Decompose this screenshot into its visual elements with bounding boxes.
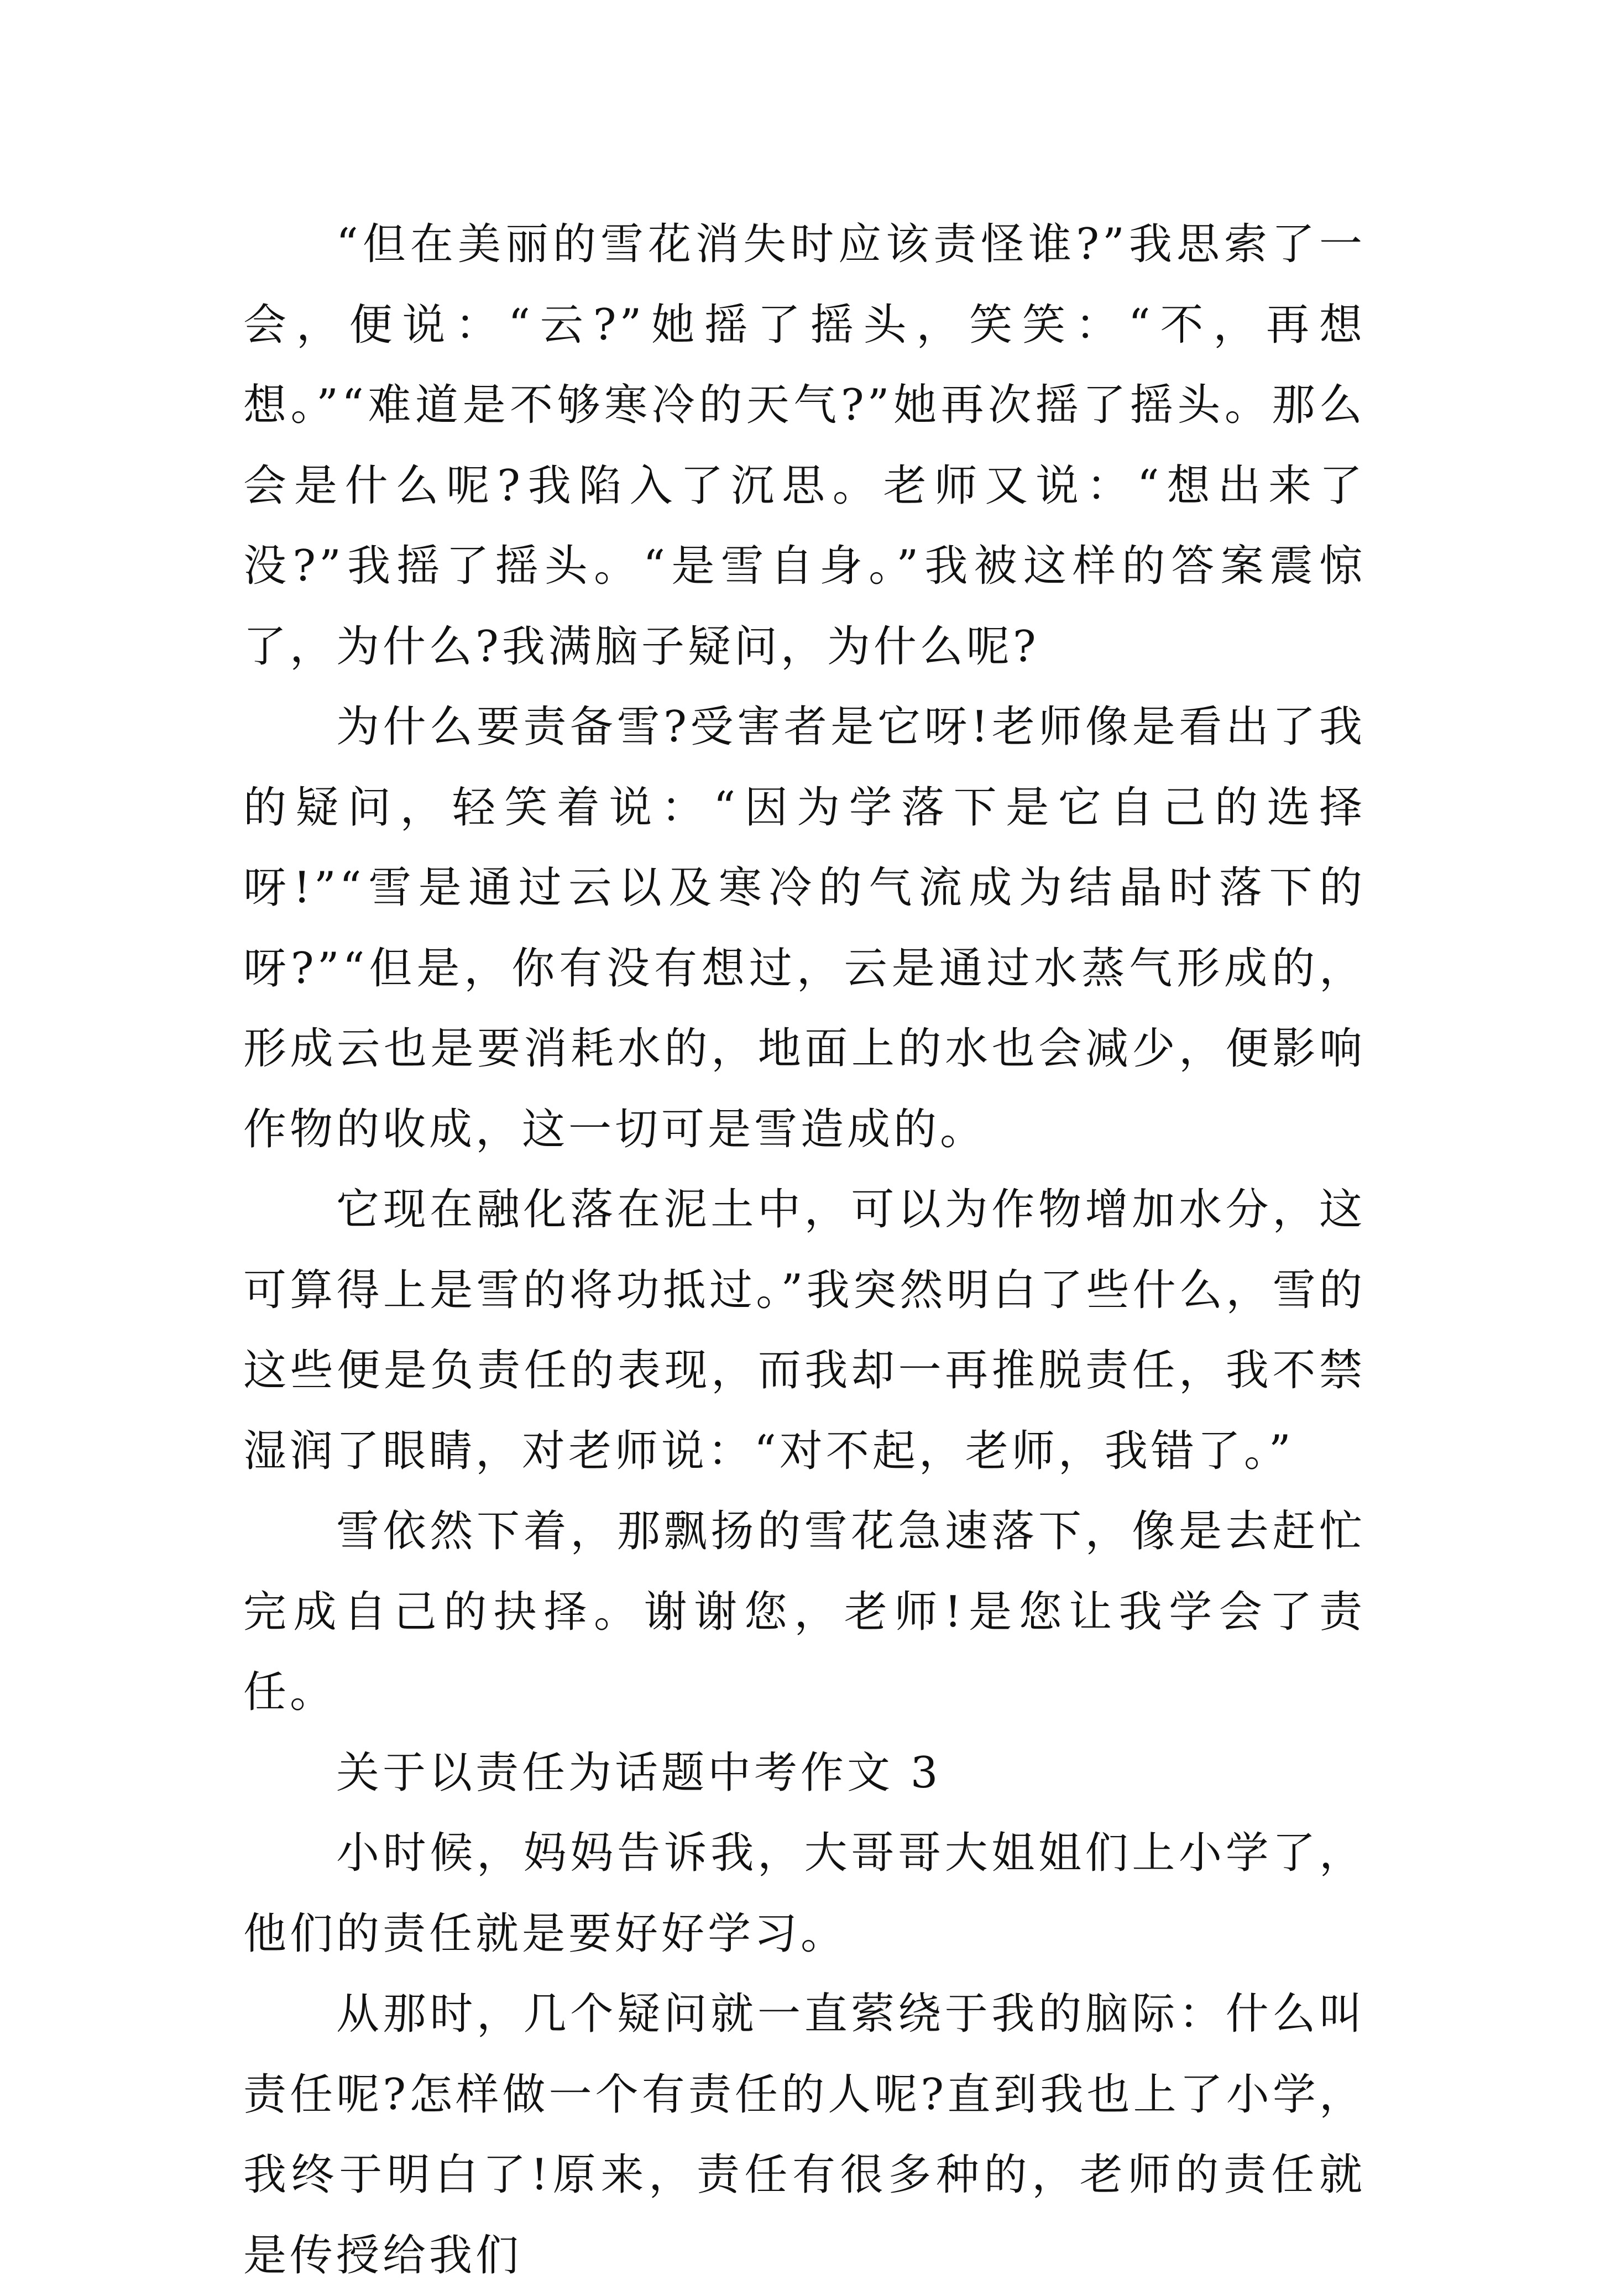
paragraph-1: “但在美丽的雪花消失时应该责怪谁?”我思索了一会，便说：“云?”她摇了摇头，笑笑：“不，再想想。”“难道是不够寒冷的天气?”她再次摇了摇头。那么会是什么呢?我陷入了沉思。老师又说：“想出来了没?”我摇了摇头。“是雪自身。”我被这样的答案震惊了，为什么?我满脑子疑问，为什么呢? [243,219,1366,672]
section-title: 关于以责任为话题中考作文 3 [336,1748,942,1798]
paragraph-6: 从那时，几个疑问就一直萦绕于我的脑际：什么叫责任呢?怎样做一个有责任的人呢?直到我也上了小学，我终于明白了!原来，责任有很多种的，老师的责任就是传授给我们 [243,1989,1366,2281]
paragraph-2: 为什么要责备雪?受害者是它呀!老师像是看出了我的疑问，轻笑着说：“因为学落下是它自己的选择呀!”“雪是通过云以及寒冷的气流成为结晶时落下的呀?”“但是，你有没有想过，云是通过水蒸气形成的，形成云也是要消耗水的，地面上的水也会减少，便影响作物的收成，这一切可是雪造成的。 [243,702,1366,1154]
document-body [243,205,1366,2296]
paragraph-4: 雪依然下着，那飘扬的雪花急速落下，像是去赶忙完成自己的抉择。谢谢您，老师!是您让我学会了责任。 [243,1507,1366,1717]
paragraph-5: 小时候，妈妈告诉我，大哥哥大姐姐们上小学了，他们的责任就是要好好学习。 [243,1828,1366,1959]
paragraph-3: 它现在融化落在泥土中，可以为作物增加水分，这可算得上是雪的将功抵过。”我突然明白了些什么，雪的这些便是负责任的表现，而我却一再推脱责任，我不禁湿润了眼睛，对老师说：“对不起，老师，我错了。” [243,1185,1366,1476]
